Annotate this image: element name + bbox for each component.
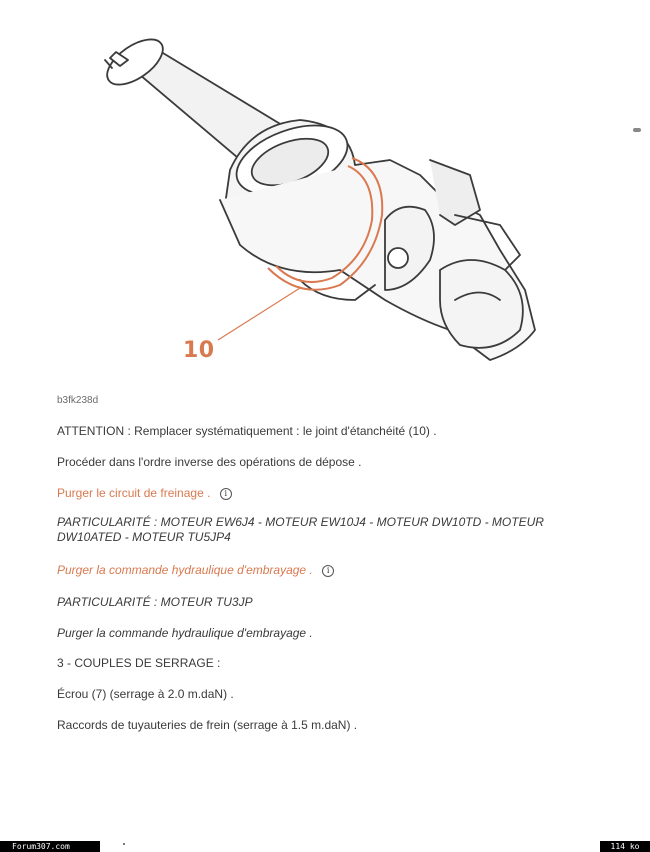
attention-text: ATTENTION : Remplacer systématiquement : le joint d'étanchéité (10) . — [57, 424, 437, 438]
master-cylinder-illustration — [0, 0, 650, 390]
scan-dot — [123, 843, 125, 845]
callout-leader-line — [218, 288, 300, 340]
bleed-clutch-link[interactable] — [57, 563, 334, 577]
torque-heading — [57, 656, 220, 670]
brake-pipe-torque-text: Raccords de tuyauteries de frein (serrage à 1.5 m.daN) . — [57, 718, 358, 732]
procedure-text: Procéder dans l'ordre inverse des opérations de dépose . — [57, 455, 362, 469]
particularity-tu3jp-line — [57, 595, 253, 609]
bleed-clutch-text[interactable]: Purger la commande hydraulique d'embrayage . — [57, 563, 313, 577]
particularity-engines-line — [57, 515, 557, 545]
info-icon[interactable]: i — [322, 565, 334, 577]
bleed-brake-text[interactable]: Purger le circuit de freinage . — [57, 486, 211, 500]
procedure-line — [57, 455, 361, 469]
torque-heading-text: 3 - COUPLES DE SERRAGE : — [57, 656, 221, 670]
attention-line — [57, 424, 437, 438]
bleed-brake-link[interactable] — [57, 486, 232, 500]
info-icon[interactable]: i — [220, 488, 232, 500]
nut-torque-text: Écrou (7) (serrage à 2.0 m.daN) . — [57, 687, 234, 701]
figure-reference: b3fk238d — [57, 395, 99, 406]
nut-torque-line — [57, 687, 234, 701]
bleed-clutch-plain-text: Purger la commande hydraulique d'embrayage . — [57, 626, 313, 640]
particularity-tu3jp-text: PARTICULARITÉ : MOTEUR TU3JP — [57, 595, 253, 609]
footer-site-label: Forum307.com — [0, 841, 100, 852]
bleed-clutch-line — [57, 626, 313, 640]
callout-number: 10 — [183, 338, 215, 363]
particularity-engines-text: PARTICULARITÉ : MOTEUR EW6J4 - MOTEUR EW10J4 - MOTEUR DW10TD - MOTEUR DW10ATED - MOTEUR TU5JP4 — [57, 515, 544, 544]
scan-speck — [633, 128, 641, 132]
footer-size-label: 114 ko — [600, 841, 650, 852]
brake-pipe-torque-line — [57, 718, 357, 732]
